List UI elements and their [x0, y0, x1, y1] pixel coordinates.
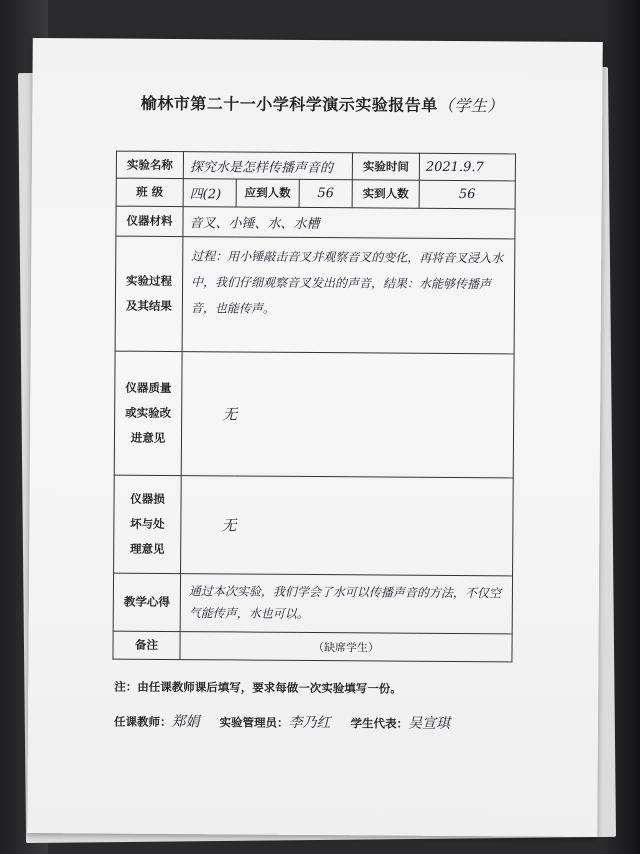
experiment-time-label: 实验时间 — [352, 153, 419, 180]
damage-label-line: 理意见 — [129, 541, 165, 556]
remark-label: 备注 — [113, 631, 180, 659]
footer-note: 注：由任课教师课后填写，要求每做一次实验填写一份。 — [114, 679, 402, 696]
form-title-handwritten: （学生） — [437, 95, 504, 116]
process-label-line: 及其结果 — [125, 298, 172, 313]
experiment-name-label: 实验名称 — [116, 151, 183, 178]
process-label-line: 实验过程 — [126, 273, 173, 288]
student-label: 学生代表： — [350, 716, 409, 731]
row-materials — [116, 206, 515, 239]
quality-label-line: 进意见 — [130, 430, 166, 445]
materials-label: 仪器材料 — [116, 206, 183, 236]
process-value: 过程：用小锤敲击音叉并观察音叉的变化，再将音叉浸入水中，我们仔细观察音叉发出的声音，结果：水能够传播声音，也能传声。 — [182, 237, 515, 354]
damage-label-line: 坏与处 — [130, 516, 165, 531]
row-class — [116, 178, 515, 209]
row-experiment-name — [116, 151, 515, 181]
class-value: 四(2) — [183, 179, 236, 207]
row-damage — [114, 475, 514, 576]
expected-count-label: 应到人数 — [236, 179, 299, 207]
quality-label-line: 仪器质量 — [125, 380, 172, 395]
experiment-time-value: 2021.9.7 — [419, 153, 515, 181]
row-reflection — [113, 573, 512, 634]
quality-value: 无 — [181, 352, 514, 478]
report-table — [112, 151, 516, 663]
teacher-signature: 郑娟 — [171, 714, 200, 731]
actual-count-label: 实到人数 — [352, 180, 419, 208]
teacher-label: 任课教师： — [113, 714, 172, 730]
reflection-label: 教学心得 — [113, 573, 180, 631]
row-quality — [114, 351, 514, 478]
materials-value: 音叉、小锤、水、水槽 — [183, 207, 515, 239]
row-remark — [113, 631, 512, 662]
report-sheet — [27, 38, 603, 837]
process-label — [115, 236, 183, 351]
row-process — [115, 236, 515, 354]
quality-label-line: 或实验改 — [125, 405, 172, 420]
manager-label: 实验管理员： — [219, 715, 289, 730]
actual-count-value: 56 — [419, 180, 515, 209]
signature-line — [114, 711, 534, 734]
student-signature: 吴宣琪 — [407, 715, 451, 732]
quality-label — [114, 351, 182, 475]
damage-label — [114, 475, 182, 573]
form-title-printed: 榆林市第二十一小学科学演示实验报告单 — [140, 93, 438, 115]
remark-value: （缺席学生） — [180, 632, 512, 662]
form-title — [112, 91, 532, 117]
damage-value: 无 — [181, 476, 514, 576]
damage-label-line: 仪器损 — [130, 491, 165, 506]
class-label: 班 级 — [116, 178, 183, 206]
reflection-value: 通过本次实验，我们学会了水可以传播声音的方法，不仅空气能传声，水也可以。 — [180, 574, 512, 634]
manager-signature: 李乃红 — [288, 714, 331, 732]
expected-count-value: 56 — [299, 179, 352, 207]
experiment-name-value: 探究水是怎样传播声音的 — [183, 152, 352, 180]
